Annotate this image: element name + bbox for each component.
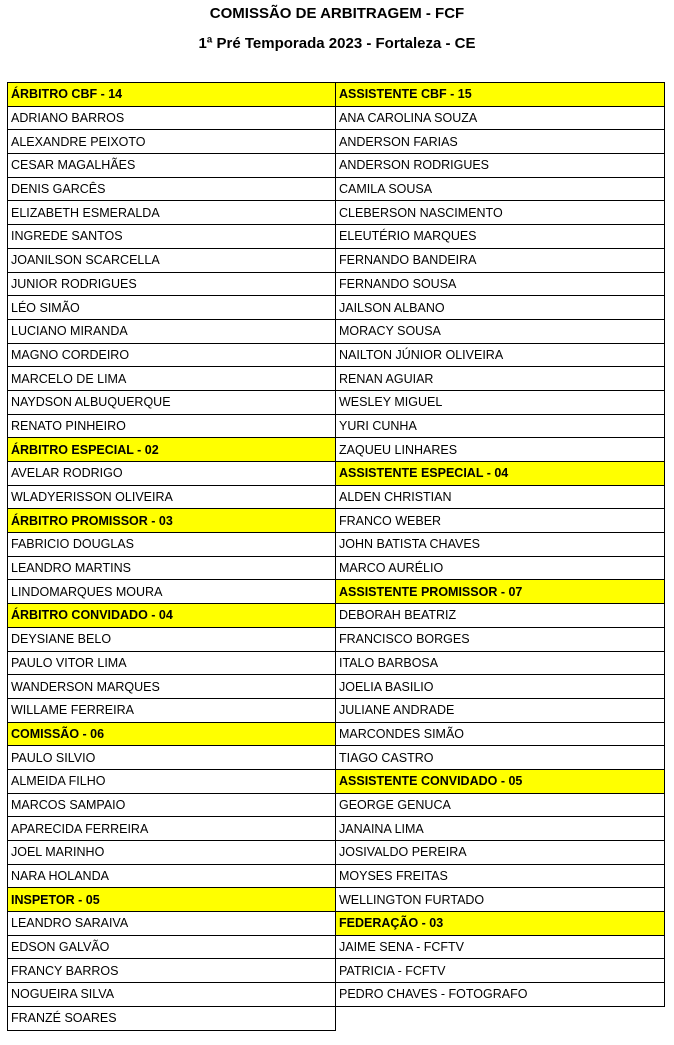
section-header-cell: ASSISTENTE PROMISSOR - 07 <box>336 580 665 604</box>
name-row <box>336 935 665 959</box>
name-cell: WANDERSON MARQUES <box>8 675 336 699</box>
name-cell: WILLAME FERREIRA <box>8 698 336 722</box>
name-row <box>336 533 665 557</box>
name-row <box>336 793 665 817</box>
name-cell: APARECIDA FERREIRA <box>8 817 336 841</box>
section-header-cell: COMISSÃO - 06 <box>8 722 336 746</box>
name-cell: MAGNO CORDEIRO <box>8 343 336 367</box>
name-cell: CLEBERSON NASCIMENTO <box>336 201 665 225</box>
name-row <box>336 556 665 580</box>
name-cell: ANDERSON RODRIGUES <box>336 154 665 178</box>
name-cell: PATRICIA - FCFTV <box>336 959 665 983</box>
name-cell: LUCIANO MIRANDA <box>8 319 336 343</box>
name-cell: NAYDSON ALBUQUERQUE <box>8 390 336 414</box>
name-cell: DENIS GARCÊS <box>8 177 336 201</box>
name-row <box>336 817 665 841</box>
section-header-row <box>336 83 665 107</box>
name-row <box>8 390 336 414</box>
name-row <box>8 1006 336 1030</box>
name-row <box>336 746 665 770</box>
name-cell: EDSON GALVÃO <box>8 935 336 959</box>
name-cell: CESAR MAGALHÃES <box>8 154 336 178</box>
name-cell: FRANCISCO BORGES <box>336 627 665 651</box>
name-row <box>8 698 336 722</box>
name-row <box>336 130 665 154</box>
section-header-row <box>8 604 336 628</box>
section-header-cell: ÁRBITRO ESPECIAL - 02 <box>8 438 336 462</box>
name-row <box>8 983 336 1007</box>
name-cell: ALMEIDA FILHO <box>8 769 336 793</box>
name-row <box>8 841 336 865</box>
name-cell: JAIME SENA - FCFTV <box>336 935 665 959</box>
name-row <box>8 627 336 651</box>
name-cell: JOELIA BASILIO <box>336 675 665 699</box>
name-row <box>336 509 665 533</box>
section-header-cell: ASSISTENTE CBF - 15 <box>336 83 665 107</box>
name-row <box>8 106 336 130</box>
section-header-row <box>336 580 665 604</box>
name-cell: DEYSIANE BELO <box>8 627 336 651</box>
name-cell: FERNANDO SOUSA <box>336 272 665 296</box>
name-cell: NOGUEIRA SILVA <box>8 983 336 1007</box>
name-row <box>336 154 665 178</box>
name-cell: LEANDRO MARTINS <box>8 556 336 580</box>
name-row <box>336 272 665 296</box>
name-row <box>8 793 336 817</box>
document-subtitle: 1ª Pré Temporada 2023 - Fortaleza - CE <box>198 35 476 52</box>
name-cell: MARCONDES SIMÃO <box>336 722 665 746</box>
section-header-cell: ASSISTENTE CONVIDADO - 05 <box>336 769 665 793</box>
name-row <box>336 296 665 320</box>
section-header-cell: FEDERAÇÃO - 03 <box>336 912 665 936</box>
section-header-row <box>8 438 336 462</box>
name-cell: PAULO VITOR LIMA <box>8 651 336 675</box>
name-cell: RENATO PINHEIRO <box>8 414 336 438</box>
section-header-cell: ÁRBITRO CBF - 14 <box>8 83 336 107</box>
section-header-row <box>8 83 336 107</box>
name-cell: FRANZÉ SOARES <box>8 1006 336 1030</box>
name-cell: WLADYERISSON OLIVEIRA <box>8 485 336 509</box>
name-row <box>336 604 665 628</box>
name-row <box>8 912 336 936</box>
section-header-cell: ÁRBITRO CONVIDADO - 04 <box>8 604 336 628</box>
name-cell: MARCO AURÉLIO <box>336 556 665 580</box>
name-cell: YURI CUNHA <box>336 414 665 438</box>
name-cell: ADRIANO BARROS <box>8 106 336 130</box>
name-row <box>8 296 336 320</box>
name-row <box>8 130 336 154</box>
name-cell: ANDERSON FARIAS <box>336 130 665 154</box>
name-row <box>8 177 336 201</box>
name-cell: JAILSON ALBANO <box>336 296 665 320</box>
section-header-row <box>336 769 665 793</box>
name-row <box>8 746 336 770</box>
name-cell: ELIZABETH ESMERALDA <box>8 201 336 225</box>
name-cell: PEDRO CHAVES - FOTOGRAFO <box>336 983 665 1007</box>
name-row <box>336 983 665 1007</box>
name-row <box>8 556 336 580</box>
name-cell: JOHN BATISTA CHAVES <box>336 533 665 557</box>
name-cell: WESLEY MIGUEL <box>336 390 665 414</box>
name-row <box>336 675 665 699</box>
name-row <box>8 675 336 699</box>
name-cell: ALEXANDRE PEIXOTO <box>8 130 336 154</box>
name-cell: JANAINA LIMA <box>336 817 665 841</box>
name-cell: CAMILA SOUSA <box>336 177 665 201</box>
name-row <box>8 225 336 249</box>
name-cell: ALDEN CHRISTIAN <box>336 485 665 509</box>
name-row <box>8 248 336 272</box>
name-row <box>336 248 665 272</box>
name-row <box>8 154 336 178</box>
name-row <box>336 319 665 343</box>
name-cell: JOANILSON SCARCELLA <box>8 248 336 272</box>
name-row <box>336 722 665 746</box>
name-row <box>8 935 336 959</box>
name-row <box>8 414 336 438</box>
name-row <box>336 225 665 249</box>
name-cell: MORACY SOUSA <box>336 319 665 343</box>
name-row <box>8 201 336 225</box>
name-cell: RENAN AGUIAR <box>336 367 665 391</box>
section-header-cell: ASSISTENTE ESPECIAL - 04 <box>336 462 665 486</box>
name-row <box>336 343 665 367</box>
name-row <box>336 438 665 462</box>
section-header-row <box>336 912 665 936</box>
name-cell: FABRICIO DOUGLAS <box>8 533 336 557</box>
name-row <box>336 106 665 130</box>
name-row <box>336 888 665 912</box>
name-cell: ITALO BARBOSA <box>336 651 665 675</box>
name-row <box>8 651 336 675</box>
name-row <box>8 272 336 296</box>
name-row <box>8 533 336 557</box>
name-row <box>336 177 665 201</box>
name-cell: MOYSES FREITAS <box>336 864 665 888</box>
name-cell: LINDOMARQUES MOURA <box>8 580 336 604</box>
name-cell: JUNIOR RODRIGUES <box>8 272 336 296</box>
section-header-row <box>8 509 336 533</box>
name-row <box>336 651 665 675</box>
name-row <box>336 841 665 865</box>
name-row <box>8 343 336 367</box>
name-row <box>8 864 336 888</box>
name-cell: TIAGO CASTRO <box>336 746 665 770</box>
name-cell: GEORGE GENUCA <box>336 793 665 817</box>
name-row <box>8 485 336 509</box>
name-cell: WELLINGTON FURTADO <box>336 888 665 912</box>
right-column-table <box>336 82 665 1007</box>
name-cell: FRANCY BARROS <box>8 959 336 983</box>
name-cell: DEBORAH BEATRIZ <box>336 604 665 628</box>
left-column-table <box>7 82 336 1031</box>
name-cell: FRANCO WEBER <box>336 509 665 533</box>
name-row <box>8 580 336 604</box>
name-row <box>336 414 665 438</box>
name-cell: LEANDRO SARAIVA <box>8 912 336 936</box>
name-row <box>8 769 336 793</box>
section-header-row <box>336 462 665 486</box>
name-cell: PAULO SILVIO <box>8 746 336 770</box>
name-cell: AVELAR RODRIGO <box>8 462 336 486</box>
name-row <box>336 201 665 225</box>
name-row <box>336 864 665 888</box>
name-row <box>336 698 665 722</box>
name-row <box>336 367 665 391</box>
name-row <box>8 959 336 983</box>
section-header-cell: INSPETOR - 05 <box>8 888 336 912</box>
name-row <box>8 367 336 391</box>
name-cell: INGREDE SANTOS <box>8 225 336 249</box>
section-header-row <box>8 888 336 912</box>
name-row <box>336 485 665 509</box>
name-cell: MARCOS SAMPAIO <box>8 793 336 817</box>
name-row <box>8 462 336 486</box>
name-cell: NARA HOLANDA <box>8 864 336 888</box>
section-header-row <box>8 722 336 746</box>
name-cell: LÉO SIMÃO <box>8 296 336 320</box>
name-cell: JULIANE ANDRADE <box>336 698 665 722</box>
name-cell: ZAQUEU LINHARES <box>336 438 665 462</box>
name-row <box>8 319 336 343</box>
section-header-cell: ÁRBITRO PROMISSOR - 03 <box>8 509 336 533</box>
name-cell: JOEL MARINHO <box>8 841 336 865</box>
name-row <box>336 959 665 983</box>
name-cell: ELEUTÉRIO MARQUES <box>336 225 665 249</box>
name-row <box>336 627 665 651</box>
name-cell: MARCELO DE LIMA <box>8 367 336 391</box>
name-row <box>336 390 665 414</box>
name-cell: FERNANDO BANDEIRA <box>336 248 665 272</box>
document-title: COMISSÃO DE ARBITRAGEM - FCF <box>209 5 465 22</box>
name-cell: NAILTON JÚNIOR OLIVEIRA <box>336 343 665 367</box>
name-cell: JOSIVALDO PEREIRA <box>336 841 665 865</box>
name-row <box>8 817 336 841</box>
name-cell: ANA CAROLINA SOUZA <box>336 106 665 130</box>
